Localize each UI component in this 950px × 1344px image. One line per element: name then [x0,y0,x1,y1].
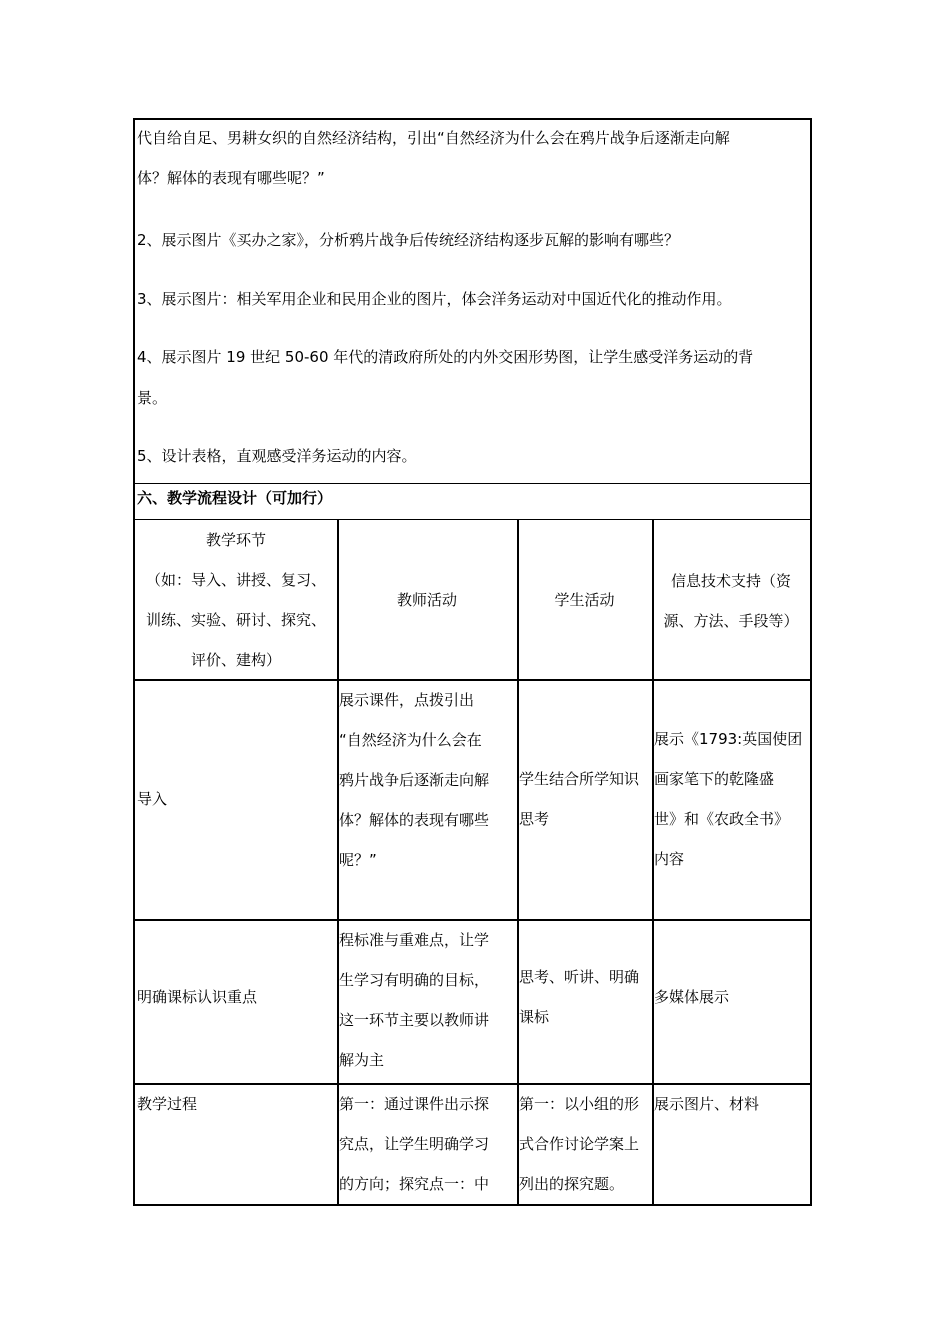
teacher-activity-line: 生学习有明确的目标， [339,971,490,989]
teacher-activity-line: 程标准与重难点，让学 [339,931,490,949]
teacher-activity-line: 解为主 [339,1051,385,1069]
tech-support-line: 多媒体展示 [654,988,730,1006]
stage-label: 导入 [137,790,168,808]
table-row-standards-student [519,920,653,1083]
table-row-standards-teacher [339,920,517,1083]
header-student-activity: 学生活动 [554,591,615,609]
student-activity-line: 列出的探究题。 [519,1175,625,1193]
teacher-activity-line: “自然经济为什么会在 [339,731,482,749]
table-row-process-tech [654,1084,810,1206]
teacher-activity-line: 的方向；探究点一：中 [339,1175,490,1193]
intro-paragraph-2: 2、展示图片《买办之家》，分析鸦片战争后传统经济结构逐步瓦解的影响有哪些？ [137,231,680,249]
student-activity-line: 式合作讨论学案上 [519,1135,640,1153]
teacher-activity-line: 第一：通过课件出示探 [339,1095,490,1113]
tech-support-line: 画家笔下的乾隆盛 [654,770,775,788]
header-tech-line: 源、方法、手段等） [663,612,799,630]
header-teacher-activity: 教师活动 [396,591,457,609]
stage-label: 教学过程 [137,1095,198,1113]
table-row-intro-teacher [339,680,517,919]
header-stage-line: 评价、建构） [190,651,281,669]
intro-paragraph-1-line-2: 体？解体的表现有哪些呢？” [137,169,325,187]
tech-support-line: 展示《1793:英国使团 [654,730,803,748]
document-table-frame [133,118,812,1206]
table-row-standards-stage [137,920,337,1083]
tech-support-line: 展示图片、材料 [654,1095,760,1113]
header-student-cell [517,520,652,679]
teacher-activity-line: 展示课件，点拨引出 [339,691,475,709]
intro-text-block [135,120,810,483]
intro-paragraph-1-line-1: 代自给自足、男耕女织的自然经济结构，引出“自然经济为什么会在鸦片战争后逐渐走向解 [137,129,730,147]
teacher-activity-line: 究点，让学生明确学习 [339,1135,490,1153]
student-activity-line: 学生结合所学知识 [519,770,640,788]
intro-paragraph-4-line-1: 4、展示图片 19 世纪 50-60 年代的清政府所处的内外交困形势图，让学生感受洋务运动的背 [137,348,754,366]
student-activity-line: 思考、听讲、明确 [519,968,640,986]
table-row-process-student [519,1084,653,1206]
header-stage-line: 训练、实验、研讨、探究、 [145,611,326,629]
teacher-activity-line: 体？解体的表现有哪些 [339,811,490,829]
header-stage-line: （如：导入、讲授、复习、 [145,571,326,589]
header-tech-cell [652,520,810,679]
intro-paragraph-5: 5、设计表格，直观感受洋务运动的内容。 [137,447,417,465]
table-row-process-stage [137,1084,337,1206]
header-tech-line: 信息技术支持（资 [670,572,791,590]
tech-support-line: 内容 [654,850,685,868]
header-stage-cell [135,520,337,679]
table-row-intro-student [519,680,653,919]
student-activity-line: 第一：以小组的形 [519,1095,640,1113]
teacher-activity-line: 呢？” [339,851,377,869]
tech-support-line: 世》和《农政全书》 [654,810,790,828]
student-activity-line: 思考 [519,810,550,828]
table-row-process-teacher [339,1084,517,1206]
stage-label: 明确课标认识重点 [137,988,258,1006]
teacher-activity-line: 这一环节主要以教师讲 [339,1011,490,1029]
table-row-intro-stage [137,680,337,919]
student-activity-line: 课标 [519,1008,550,1026]
table-row-standards-tech [654,920,810,1083]
section-title: 六、教学流程设计（可加行） [135,483,810,520]
table-row-intro-tech [654,680,810,919]
header-stage-line: 教学环节 [205,531,266,549]
header-teacher-cell [337,520,517,679]
teacher-activity-line: 鸦片战争后逐渐走向解 [339,771,490,789]
intro-paragraph-3: 3、展示图片：相关军用企业和民用企业的图片，体会洋务运动对中国近代化的推动作用。 [137,290,732,308]
intro-paragraph-4-line-2: 景。 [137,389,168,407]
